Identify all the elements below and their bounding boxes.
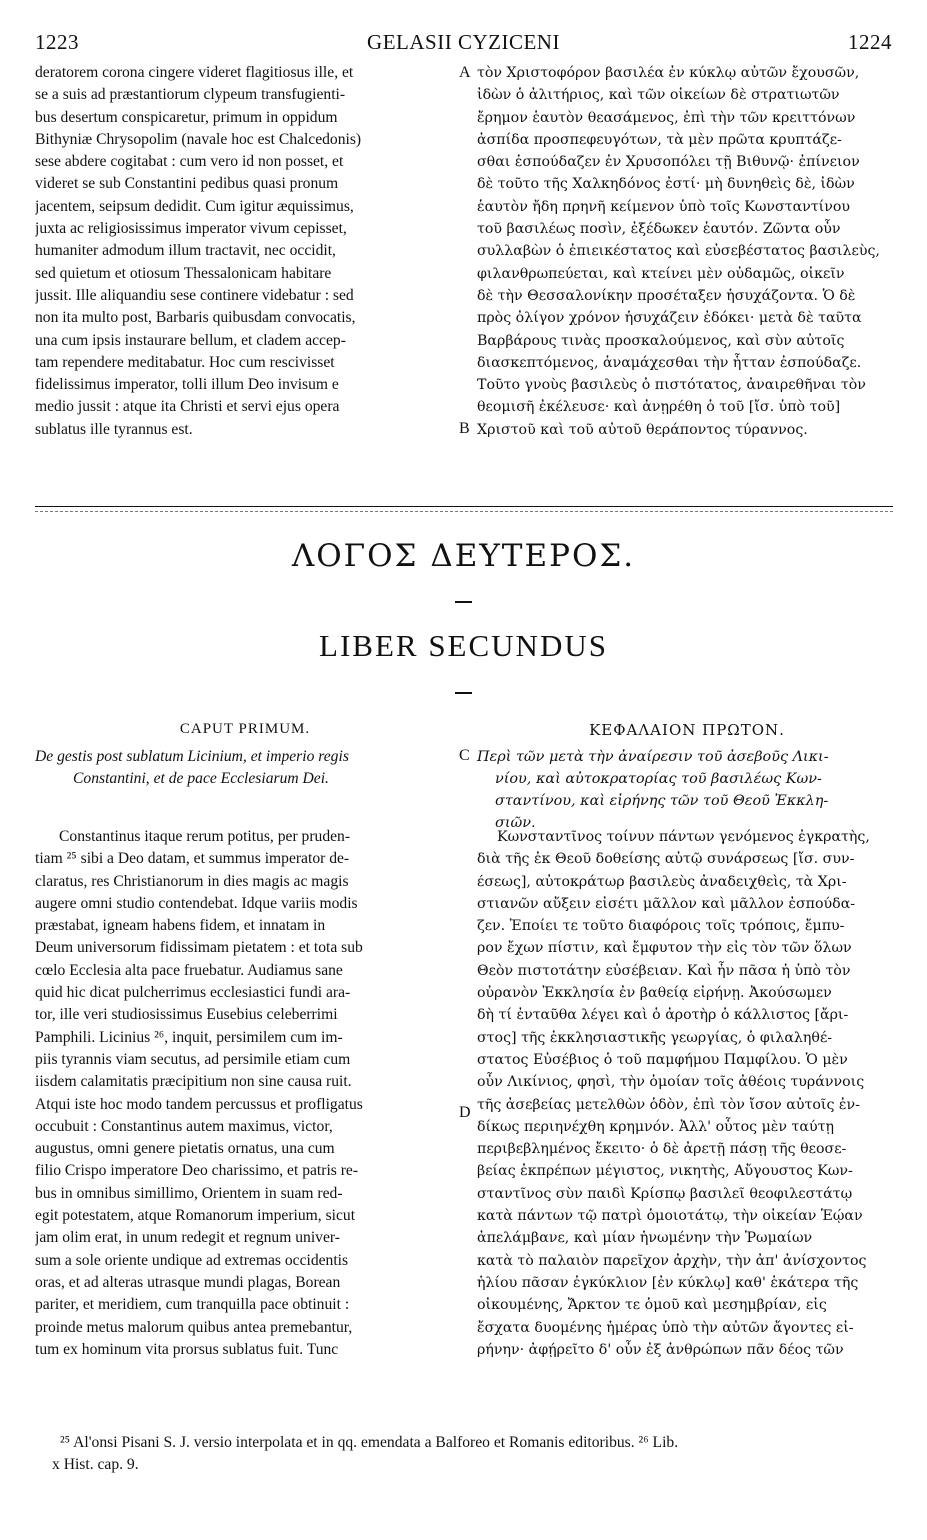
text-line: non ita multo post, Barbaris quibusdam convocatis, (35, 309, 356, 327)
text-line: Χριστοῦ καὶ τοῦ αὐτοῦ θεράποντος τύραννος. (477, 421, 808, 438)
text-line: σθαι ἐσπούδαζεν ἐν Χρυσοπόλει τῇ Βιθυνῷ· ἐπίνειον (477, 154, 860, 171)
text-line: ρον ἔχων πίστιν, καὶ ἔμφυτον τὴν εἰς τὸν τῶν ὅλων (477, 940, 852, 957)
section-rule-dotted (35, 511, 893, 512)
text-line: deratorem corona cingere videret flagitiosus ille, et (35, 64, 354, 81)
text-line: una cum ipsis instaurare bellum, et cladem accep- (35, 331, 346, 349)
text-line: claratus, res Christianorum in dies magis ac magis (35, 872, 349, 890)
text-line: δίκως περιηνέχθη κρημνόν. Ἀλλ' οὗτος μὲν ταύτῃ (477, 1118, 834, 1135)
title-dash (455, 692, 472, 694)
text-line: σταντῖνος σὺν παιδὶ Κρίσπῳ βασιλεῖ θεοφιλεστάτῳ (477, 1185, 853, 1202)
text-line: sublatus ille tyrannus est. (35, 420, 193, 438)
text-line: περιβεβλημένος ἔκειτο· ὁ δὲ ἀρετῇ πάσῃ τῆς θεοσε- (477, 1141, 847, 1158)
text-line: tum ex hominum vita prorsus sublatus fuit. Tunc (35, 1340, 339, 1358)
rubric-line: νίου, καὶ αὐτοκρατορίας τοῦ βασιλέως Κων- (495, 771, 822, 787)
text-line: iisdem calamitatis præcipitium non sine causa ruit. (35, 1073, 352, 1091)
text-line: jam olim erat, in unum redegit et regnum univer- (35, 1229, 340, 1247)
top-greek-column (477, 62, 907, 441)
text-line: στιανῶν αὔξειν εἰσέτι μᾶλλον καὶ μᾶλλον ἐσπούδα- (477, 895, 856, 912)
text-line: Pamphili. Licinius ²⁶, inquit, persimilem cum im- (35, 1028, 343, 1046)
text-line: ἑαυτὸν ἤδη πρηνῆ κείμενον ὑπὸ τοῖς Κωνσταντίνου (477, 198, 850, 215)
text-line: ἔσχατα δυομένης ἡμέρας ὑπὸ τὴν αὐτῶν ἄγοντες εἰ- (477, 1319, 854, 1336)
text-line: κατὰ τὸ παλαιὸν παρεῖχον ἀρχὴν, τὴν ἀπ' ἀνίσχοντος (477, 1252, 867, 1269)
text-line: proinde metus malorum quibus antea premebantur, (35, 1318, 353, 1336)
text-line: τῆς ἀσεβείας μετελθὼν ὁδὸν, ἐπὶ τὸν ἴσον αὐτοῖς ἐν- (477, 1096, 860, 1113)
text-line: fidelissimus imperator, tolli illum Deo invisum e (35, 376, 339, 394)
footnotes (52, 1432, 900, 1476)
text-line: Constantinus itaque rerum potitus, per pruden- (59, 828, 351, 845)
running-title: GELASII CYZICENI (367, 30, 560, 54)
text-line: cœlo Ecclesia alta pace fruebatur. Audiamus sane (35, 961, 343, 979)
text-line: δὲ τὴν Θεσσαλονίκην προσέταξεν ἡσυχάζοντα. Ὁ δὲ (477, 287, 856, 304)
text-line: medio jussit : atque ita Christi et servi ejus opera (35, 398, 340, 416)
text-line: augere omni studio contendebat. Idque variis modis (35, 894, 358, 912)
text-line: augustus, omni genere pietatis ornatus, una cum (35, 1140, 335, 1158)
text-line: ἡλίου πᾶσαν ἐγκύκλιον [ἐν κύκλῳ] καθ' ἑκάτερα τῆς (477, 1274, 859, 1291)
text-line: sed quietum et otiosum Thessalonicam habitare (35, 264, 332, 282)
text-line: ἔρημον ἑαυτὸν θεασάμενος, ἐπὶ τὴν τῶν κρειττόνων (477, 109, 856, 126)
book-title-greek: ΛΟΓΟΣ ΔΕΥΤΕΡΟΣ. (291, 538, 636, 574)
text-line: videret se sub Constantini pedibus quasi pronum (35, 175, 339, 193)
text-line: Bithyniæ Chrysopolim (navale hoc est Chalcedonis) (35, 130, 362, 148)
text-line: tam rependere meditabatur. Hoc cum rescivisset (35, 353, 335, 371)
text-line: ζεν. Ἐποίει τε τοῦτο διαφόροις τοῖς τρόποις, ἔμπυ- (477, 918, 845, 935)
text-line: Deum universorum fidissimam pietatem : et tota sub (35, 939, 363, 957)
text-line: ἀσπίδα προσπεφευγότων, τὰ μὲν πρῶτα κρυπτάζε- (477, 131, 842, 148)
body-greek-column (477, 826, 907, 1361)
text-line: pariter, et meridiem, cum tranquilla pace obtinuit : (35, 1296, 350, 1314)
text-line: Βαρβάρους τινὰς προσκαλούμενος, καὶ σὺν αὐτοῖς (477, 332, 845, 349)
rubric-greek (477, 746, 907, 834)
text-line: θεομισῆ ἐκέλευσε· καὶ ἀνῃρέθη ὁ τοῦ [ἴσ. ὑπὸ τοῦ] (477, 399, 841, 416)
text-line: πρὸς ὀλίγον χρόνον ἡσυχάζειν ἐδόκει· μετὰ δὲ ταῦτα (477, 310, 862, 327)
text-line: juxta ac religiosissimus imperator vivum cepisset, (35, 220, 347, 238)
text-line: φιλανθρωπεύεται, καὶ κτείνει μὲν οὐδαμῶς, οἰκεῖν (477, 265, 845, 282)
text-line: στατος Εὐσέβιος ὁ τοῦ παμφήμου Παμφίλου. Ὁ μὲν (477, 1051, 848, 1068)
page-number-right: 1224 (848, 30, 892, 54)
text-line: ρήνην· ἀφῄρεῖτο δ' οὖν ἐξ ἀνθρώπων πᾶν δέος τῶν (477, 1341, 844, 1358)
text-line: Τοῦτο γνοὺς βασιλεὺς ὁ πιστότατος, ἀναιρεθῆναι τὸν (477, 377, 866, 394)
rubric-line: σταντίνου, καὶ εἰρήνης τῶν τοῦ Θεοῦ Ἐκκλη- (495, 793, 829, 809)
text-line: δὲ τοῦτο τῆς Χαλκηδόνος ἐστί· μὴ δυνηθεὶς δὲ, ἰδὼν (477, 176, 855, 193)
text-line: στος] τῆς ἐκκλησιαστικῆς γεωργίας, ὁ φιλαληθέ- (477, 1029, 833, 1046)
chapter-heading-greek: ΚΕΦΑΛΑΙΟΝ ΠΡΩΤΟΝ. (589, 721, 785, 739)
text-line: sese abdere cogitabat : cum vero id non posset, et (35, 153, 344, 171)
title-dash (455, 601, 472, 603)
chapter-heading-latin: CAPUT PRIMUM. (179, 721, 311, 737)
text-line: tor, ille veri studiosissimus Eusebius celeberrimi (35, 1006, 338, 1024)
text-line: bus in omnibus simillimo, Orientem in suam red- (35, 1184, 343, 1202)
text-line: Atqui iste hoc modo tandem percussus et profligatus (35, 1095, 363, 1113)
margin-marker-a: A (459, 64, 471, 81)
top-latin-column (35, 62, 455, 441)
text-line: δὴ τί ἐνταῦθα λέγει καὶ ὁ ἀροτὴρ ὁ κάλλιστος [ἄρι- (477, 1007, 849, 1024)
text-line: κατὰ πάντων τῷ πατρὶ ὁμοιοτάτῳ, τὴν οἰκείαν Ἑῴαν (477, 1208, 863, 1225)
text-line: συλλαβὼν ὁ ἐπιεικέστατος καὶ εὐσεβέστατος βασιλεὺς, (477, 243, 880, 260)
text-line: βείας ἐκπρέπων μέγιστος, νικητὴς, Αὔγουστος Κων- (477, 1163, 853, 1180)
text-line: Κωνσταντῖνος τοίνυν πάντων γενόμενος ἐγκρατὴς, (497, 829, 870, 845)
rubric-line: Περὶ τῶν μετὰ τὴν ἀναίρεσιν τοῦ ἀσεβοῦς Λικι- (477, 749, 829, 765)
book-title-latin: LIBER SECUNDUS (319, 628, 608, 663)
text-line: Θεὸν πιστοτάτην εὐσέβειαν. Καὶ ἦν πᾶσα ἡ ὑπὸ τὸν (477, 962, 851, 979)
text-line: bus desertum conspicaretur, primum in oppidum (35, 108, 338, 126)
margin-marker-b: B (459, 420, 470, 437)
text-line: τὸν Χριστοφόρον βασιλέα ἐν κύκλῳ αὐτῶν ἔχουσῶν, (477, 65, 860, 81)
footnote-line: ²⁵ Al'onsi Pisani S. J. versio interpolata et in qq. emendata a Balforeo et Romanis editoribus. ²⁶ Lib. (60, 1434, 679, 1451)
margin-marker-d: D (459, 1104, 471, 1121)
text-line: præstabat, igneam habens fidem, et innatam in (35, 917, 326, 935)
rubric-line: Constantini, et de pace Ecclesiarum Dei. (73, 770, 329, 787)
text-line: occubuit : Constantinus autem maximus, victor, (35, 1117, 333, 1135)
text-line: se a suis ad præstantiorum clypeum transfugienti- (35, 86, 346, 104)
rubric-latin (35, 746, 455, 790)
text-line: egit potestatem, atque Romanorum imperium, sicut (35, 1207, 356, 1225)
text-line: oras, et ad alteras utrasque mundi plagas, Borean (35, 1273, 341, 1291)
text-line: διασκεπτόμενος, ἀναμάχεσθαι τὴν ἧτταν ἐσπούδαζε. (477, 354, 862, 371)
text-line: filio Crispo imperatore Deo charissimo, et patris re- (35, 1162, 359, 1180)
text-line: piis tyrannis viam secutus, ad persimile etiam cum (35, 1050, 351, 1068)
text-line: jussit. Ille aliquandiu sese continere videbatur : sed (35, 286, 354, 304)
text-line: ἀπελάμβανε, καὶ μίαν ἡνωμένην τὴν Ῥωμαίων (477, 1230, 813, 1247)
text-line: quid hic dicat pulcherrimus ecclesiastici fundi ara- (35, 984, 351, 1002)
text-line: οὐρανὸν Ἐκκλησία ἐν βαθείᾳ εἰρήνῃ. Ἀκούσωμεν (477, 985, 832, 1002)
rubric-line: σιῶν. (495, 815, 536, 831)
body-latin-column (35, 826, 455, 1361)
rubric-line: De gestis post sublatum Licinium, et imperio regis (35, 748, 349, 765)
text-line: οὖν Λικίνιος, φησὶ, τὴν ὁμοίαν τοῖς ἀθέοις τυράννοις (477, 1074, 865, 1091)
text-line: humaniter admodum illum tractavit, nec occidit, (35, 242, 336, 260)
section-rule (35, 506, 893, 507)
text-line: tiam ²⁵ sibi a Deo datam, et summus imperator de- (35, 850, 350, 868)
text-line: οἰκουμένης, Ἄρκτον τε ὁμοῦ καὶ μεσημβρίαν, εἰς (477, 1297, 827, 1314)
text-line: ἰδὼν ὁ ἀλιτήριος, καὶ τῶν οἰκείων δὲ στρατιωτῶν (477, 87, 840, 104)
text-line: τοῦ βασιλέως ποσὶν, ἐξέδωκεν ἑαυτόν. Ζῶντα οὖν (477, 221, 841, 238)
margin-marker-c: C (459, 747, 470, 764)
page-number-left: 1223 (35, 30, 79, 54)
text-line: sum a sole oriente undique ad extremas occidentis (35, 1251, 349, 1269)
footnote-line: x Hist. cap. 9. (52, 1456, 139, 1473)
text-line: διὰ τῆς ἐκ Θεοῦ δοθείσης αὐτῷ συνάρσεως [ἴσ. συν- (477, 851, 855, 868)
text-line: jacentem, seipsum dedidit. Cum igitur æquissimus, (35, 197, 354, 215)
text-line: έσεως], αὐτοκράτωρ βασιλεὺς ἀναδειχθεὶς, τὰ Χρι- (477, 873, 847, 890)
